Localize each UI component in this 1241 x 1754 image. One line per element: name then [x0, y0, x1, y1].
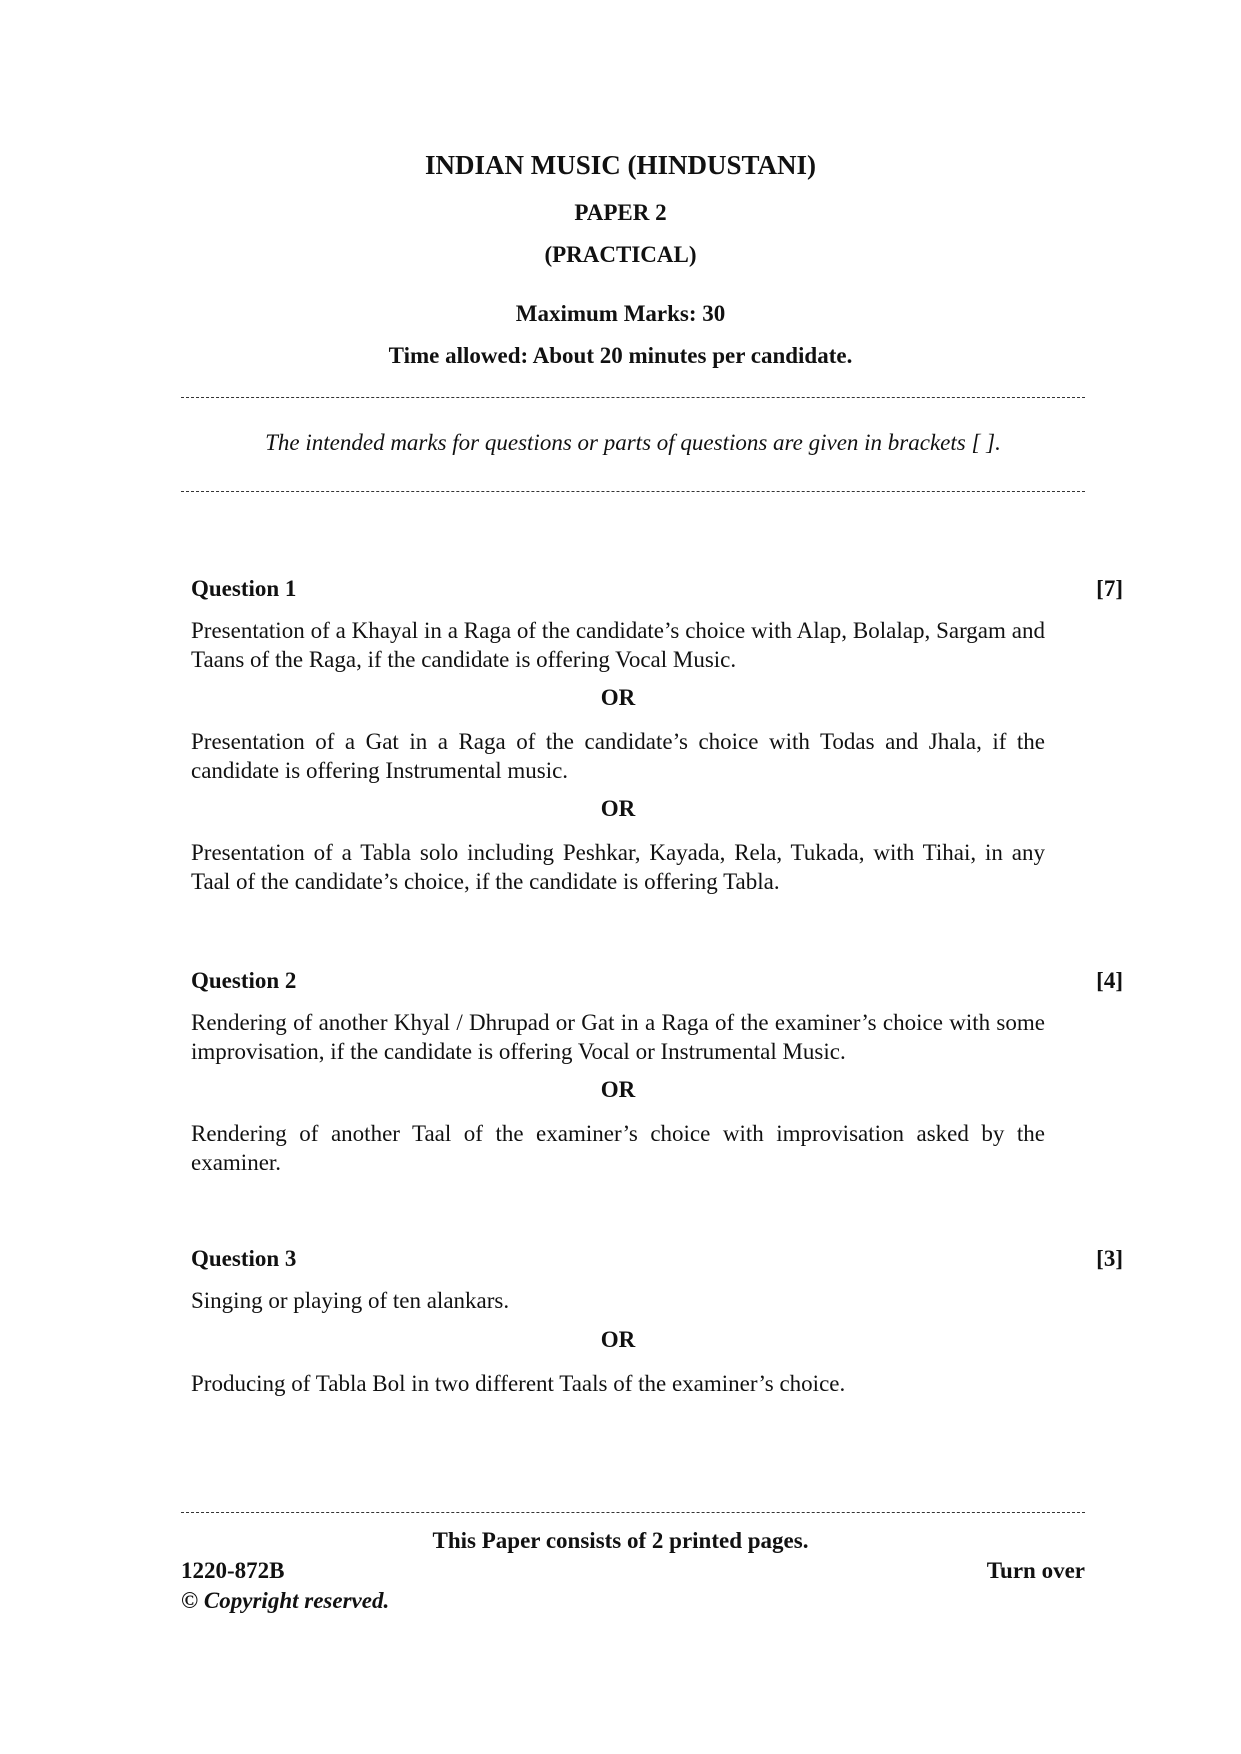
paper-title: INDIAN MUSIC (HINDUSTANI): [424, 150, 817, 180]
question-marks: [3]: [1096, 1246, 1123, 1271]
or-separator: OR: [600, 796, 636, 821]
question-heading: Question 1: [191, 576, 297, 601]
time-allowed: Time allowed: About 20 minutes per candidate.: [388, 343, 853, 368]
question-option: Presentation of a Tabla solo including Peshkar, Kayada, Rela, Tukada, with Tihai, in any Taal of the candidate’s choice, if the candidate is offering Tabla.: [191, 840, 1045, 894]
copyright-notice: © Copyright reserved.: [181, 1588, 390, 1613]
marks-instruction: The intended marks for questions or parts of questions are given in brackets [ ].: [265, 430, 1001, 455]
turn-over: Turn over: [986, 1558, 1085, 1583]
pages-note: This Paper consists of 2 printed pages.: [432, 1528, 809, 1553]
question-heading: Question 2: [191, 968, 297, 993]
question-option: Producing of Tabla Bol in two different Taals of the examiner’s choice.: [191, 1371, 846, 1396]
or-separator: OR: [600, 1327, 636, 1352]
question-option: Presentation of a Gat in a Raga of the candidate’s choice with Todas and Jhala, if the candidate is offering Instrumental music.: [191, 729, 1045, 783]
divider-footer: [181, 1512, 1085, 1513]
divider-bottom: [181, 491, 1085, 492]
paper-number: PAPER 2: [574, 200, 667, 225]
question-heading: Question 3: [191, 1246, 297, 1271]
question-option: Presentation of a Khayal in a Raga of the candidate’s choice with Alap, Bolalap, Sargam and Taans of the Raga, if the candidate is offering Vocal Music.: [191, 618, 1045, 672]
question-option: Rendering of another Taal of the examiner’s choice with improvisation asked by the examiner.: [191, 1121, 1045, 1175]
maximum-marks: Maximum Marks: 30: [515, 301, 726, 326]
paper-code: 1220-872B: [181, 1558, 285, 1583]
divider-top: [181, 397, 1085, 398]
question-option: Rendering of another Khyal / Dhrupad or Gat in a Raga of the examiner’s choice with some improvisation, if the candidate is offering Vocal or Instrumental Music.: [191, 1010, 1045, 1064]
or-separator: OR: [600, 685, 636, 710]
question-marks: [7]: [1096, 576, 1123, 601]
or-separator: OR: [600, 1077, 636, 1102]
question-marks: [4]: [1096, 968, 1123, 993]
question-option: Singing or playing of ten alankars.: [191, 1288, 510, 1313]
paper-type: (PRACTICAL): [544, 242, 697, 267]
